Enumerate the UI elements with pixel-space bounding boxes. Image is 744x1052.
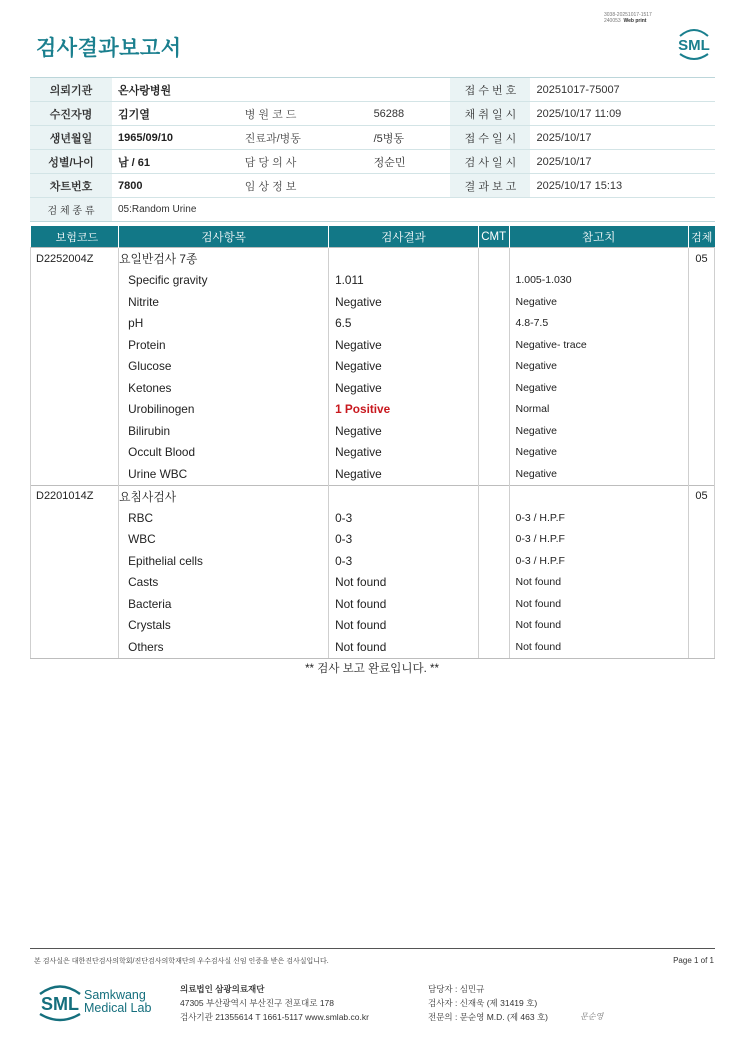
hospital-code-value: 56288: [368, 102, 451, 126]
specimen-cell-empty: [688, 334, 714, 356]
test-item: Nitrite: [119, 291, 329, 313]
test-result: 6.5: [329, 313, 479, 335]
specimen-cell-empty: [688, 313, 714, 335]
test-item: Ketones: [119, 377, 329, 399]
specimen-code: 05: [688, 248, 714, 270]
table-row: [31, 270, 715, 292]
test-result: Not found: [329, 615, 479, 637]
completion-note: ** 검사 보고 완료입니다. **: [305, 663, 439, 675]
reference-range: 0-3 / H.P.F: [509, 507, 688, 529]
test-result: Not found: [329, 636, 479, 658]
insurance-code: D2252004Z: [31, 248, 119, 270]
receipt-no-label: 접 수 번 호: [450, 78, 530, 102]
test-result: Negative: [329, 463, 479, 485]
insurance-code-empty: [31, 572, 119, 594]
insurance-code-empty: [31, 463, 119, 485]
patient-name-value: 김기열: [112, 102, 239, 126]
insurance-code-empty: [31, 550, 119, 572]
test-result: Negative: [329, 377, 479, 399]
test-item: RBC: [119, 507, 329, 529]
cmt-cell: [478, 334, 509, 356]
table-row: [31, 420, 715, 442]
cmt-cell: [478, 572, 509, 594]
patient-info-table: [30, 77, 715, 222]
table-row: [31, 593, 715, 615]
report-date-value: 2025/10/17 15:13: [530, 174, 715, 198]
lab-name: [84, 989, 151, 1015]
logo-bottom-text: SML: [41, 994, 79, 1014]
cmt-cell: [478, 529, 509, 551]
cmt-cell: [478, 615, 509, 637]
staff-specialist: 전문의 : 문순영 M.D. (제 463 호): [428, 1012, 549, 1022]
test-item: Specific gravity: [119, 270, 329, 292]
results-table: [30, 226, 715, 659]
insurance-code-empty: [31, 356, 119, 378]
insurance-code-empty: [31, 334, 119, 356]
birth-label: 생년월일: [30, 126, 112, 150]
test-item: Bacteria: [119, 593, 329, 615]
insurance-code-empty: [31, 636, 119, 658]
doctor-label: 담 당 의 사: [239, 150, 368, 174]
test-date-value: 2025/10/17: [530, 150, 715, 174]
test-item: Protein: [119, 334, 329, 356]
reference-range: Normal: [509, 399, 688, 421]
cmt-cell: [478, 593, 509, 615]
test-item: Bilirubin: [119, 420, 329, 442]
reference-range: Negative: [509, 463, 688, 485]
staff-info: [428, 982, 548, 1024]
insurance-code-empty: [31, 529, 119, 551]
report-title: 검사결과보고서: [36, 37, 182, 60]
reference-range: Negative: [509, 442, 688, 464]
collect-date-label: 채 취 일 시: [450, 102, 530, 126]
org-contact: 검사기관 21355614 T 1661-5117 www.smlab.co.kr: [180, 1012, 369, 1022]
specimen-cell-empty: [688, 636, 714, 658]
collect-date-value: 2025/10/17 11:09: [530, 102, 715, 126]
specimen-cell-empty: [688, 615, 714, 637]
insurance-code-empty: [31, 420, 119, 442]
reference-range: Negative: [509, 420, 688, 442]
cmt-cell: [478, 485, 509, 507]
test-item: Urine WBC: [119, 463, 329, 485]
insurance-code-empty: [31, 593, 119, 615]
info-row: [30, 198, 715, 222]
insurance-code-empty: [31, 615, 119, 637]
table-row: [31, 442, 715, 464]
reference-range: Negative: [509, 377, 688, 399]
test-result: 0-3: [329, 507, 479, 529]
request-org-value: 온사랑병원: [112, 78, 450, 102]
result-cell-empty: [329, 485, 479, 507]
staff-manager: 담당자 : 심민규: [428, 984, 485, 994]
test-item: Crystals: [119, 615, 329, 637]
test-result: 0-3: [329, 529, 479, 551]
reference-cell-empty: [509, 248, 688, 270]
cmt-cell: [478, 420, 509, 442]
info-row: [30, 78, 715, 102]
reference-range: Not found: [509, 615, 688, 637]
clinical-value: [368, 174, 451, 198]
test-result: Negative: [329, 442, 479, 464]
table-row: [31, 399, 715, 421]
table-row: [31, 377, 715, 399]
test-item: Casts: [119, 572, 329, 594]
insurance-code-empty: [31, 507, 119, 529]
dept-label: 진료과/병동: [239, 126, 368, 150]
table-row: [31, 636, 715, 658]
sml-logo-icon: [674, 26, 714, 62]
test-item: Glucose: [119, 356, 329, 378]
test-item: Epithelial cells: [119, 550, 329, 572]
specimen-cell-empty: [688, 529, 714, 551]
hospital-code-label: 병 원 코 드: [239, 102, 368, 126]
info-row: [30, 150, 715, 174]
cmt-cell: [478, 636, 509, 658]
results-body: [31, 248, 715, 659]
cmt-cell: [478, 550, 509, 572]
web-print-label: Web print: [623, 18, 647, 24]
test-group-row: [31, 485, 715, 507]
test-result: Not found: [329, 572, 479, 594]
certification-text: 본 검사실은 대한진단검사의학회/진단검사의학재단의 우수검사실 신임 인증을 받은 검사실입니다.: [34, 958, 329, 965]
insurance-code-empty: [31, 377, 119, 399]
patient-name-label: 수진자명: [30, 102, 112, 126]
header-test-result: 검사결과: [329, 226, 479, 248]
specimen-cell-empty: [688, 377, 714, 399]
abnormal-result: 1 Positive: [329, 399, 479, 421]
reference-range: 4.8-7.5: [509, 313, 688, 335]
cmt-cell: [478, 442, 509, 464]
table-row: [31, 313, 715, 335]
test-result: Negative: [329, 356, 479, 378]
test-result: Not found: [329, 593, 479, 615]
specimen-cell-empty: [688, 270, 714, 292]
receipt-date-label: 접 수 일 시: [450, 126, 530, 150]
info-row: [30, 102, 715, 126]
specimen-cell-empty: [688, 291, 714, 313]
footer-divider: [30, 948, 715, 949]
cmt-cell: [478, 313, 509, 335]
document-code: [604, 12, 652, 24]
test-item: Others: [119, 636, 329, 658]
dept-value: /5병동: [368, 126, 451, 150]
table-row: [31, 615, 715, 637]
results-header-row: [31, 226, 715, 248]
test-result: 1.011: [329, 270, 479, 292]
header-specimen: 검체: [688, 226, 714, 248]
reference-range: 0-3 / H.P.F: [509, 550, 688, 572]
table-row: [31, 572, 715, 594]
specimen-cell-empty: [688, 356, 714, 378]
report-date-label: 결 과 보 고: [450, 174, 530, 198]
cmt-cell: [478, 270, 509, 292]
table-row: [31, 550, 715, 572]
samkwang-logo-icon: [36, 980, 84, 1024]
doc-code-line2: 240053: [604, 18, 621, 24]
org-address: 47305 부산광역시 부산진구 전포대로 178: [180, 998, 335, 1008]
table-row: [31, 334, 715, 356]
logo-top-text: SML: [678, 37, 710, 54]
specimen-code: 05: [688, 485, 714, 507]
signature: 문순영: [580, 1012, 604, 1021]
reference-range: 1.005-1.030: [509, 270, 688, 292]
insurance-code-empty: [31, 399, 119, 421]
lab-name-line2: Medical Lab: [84, 1001, 152, 1015]
test-date-label: 검 사 일 시: [450, 150, 530, 174]
table-row: [31, 356, 715, 378]
test-group-row: [31, 248, 715, 270]
test-item: Occult Blood: [119, 442, 329, 464]
test-group-name: 요일반검사 7종: [119, 248, 329, 270]
result-cell-empty: [329, 248, 479, 270]
receipt-no-value: 20251017-75007: [530, 78, 715, 102]
table-row: [31, 529, 715, 551]
insurance-code-empty: [31, 291, 119, 313]
specimen-cell-empty: [688, 399, 714, 421]
test-item: WBC: [119, 529, 329, 551]
cmt-cell: [478, 356, 509, 378]
reference-range: Negative- trace: [509, 334, 688, 356]
reference-range: Not found: [509, 593, 688, 615]
cmt-cell: [478, 463, 509, 485]
chart-no-label: 차트번호: [30, 174, 112, 198]
table-row: [31, 507, 715, 529]
reference-range: Negative: [509, 291, 688, 313]
test-result: Negative: [329, 420, 479, 442]
reference-range: Negative: [509, 356, 688, 378]
header-test-item: 검사항목: [119, 226, 329, 248]
header-reference: 참고치: [509, 226, 688, 248]
test-result: Negative: [329, 334, 479, 356]
test-result: 0-3: [329, 550, 479, 572]
header-cmt: CMT: [478, 226, 509, 248]
table-row: [31, 291, 715, 313]
clinical-label: 임 상 정 보: [239, 174, 368, 198]
cmt-cell: [478, 291, 509, 313]
sex-age-value: 남 / 61: [112, 150, 239, 174]
lab-name-line1: Samkwang: [84, 988, 146, 1002]
reference-range: 0-3 / H.P.F: [509, 529, 688, 551]
header-insurance-code: 보험코드: [31, 226, 119, 248]
insurance-code-empty: [31, 313, 119, 335]
request-org-label: 의뢰기관: [30, 78, 112, 102]
insurance-code-empty: [31, 270, 119, 292]
org-name: 의료법인 삼광의료재단: [180, 984, 265, 994]
info-row: [30, 126, 715, 150]
doctor-value: 정순민: [368, 150, 451, 174]
specimen-cell-empty: [688, 572, 714, 594]
test-item: Urobilinogen: [119, 399, 329, 421]
reference-cell-empty: [509, 485, 688, 507]
receipt-date-value: 2025/10/17: [530, 126, 715, 150]
chart-no-value: 7800: [112, 174, 239, 198]
specimen-cell-empty: [688, 463, 714, 485]
staff-tester: 검사자 : 신재욱 (제 31419 호): [428, 998, 538, 1008]
test-group-name: 요침사검사: [119, 485, 329, 507]
specimen-label: 검 체 종 류: [30, 198, 112, 222]
org-info: [180, 982, 369, 1024]
table-row: [31, 463, 715, 485]
specimen-cell-empty: [688, 593, 714, 615]
sex-age-label: 성별/나이: [30, 150, 112, 174]
page-number: Page 1 of 1: [673, 956, 714, 965]
insurance-code-empty: [31, 442, 119, 464]
specimen-cell-empty: [688, 420, 714, 442]
cmt-cell: [478, 248, 509, 270]
cmt-cell: [478, 507, 509, 529]
specimen-value: 05:Random Urine: [112, 198, 715, 222]
cmt-cell: [478, 399, 509, 421]
insurance-code: D2201014Z: [31, 485, 119, 507]
test-result: Negative: [329, 291, 479, 313]
info-row: [30, 174, 715, 198]
test-item: pH: [119, 313, 329, 335]
reference-range: Not found: [509, 636, 688, 658]
specimen-cell-empty: [688, 550, 714, 572]
birth-value: 1965/09/10: [112, 126, 239, 150]
reference-range: Not found: [509, 572, 688, 594]
doc-code-line1: 3038-20251017-1517: [604, 12, 652, 18]
cmt-cell: [478, 377, 509, 399]
specimen-cell-empty: [688, 507, 714, 529]
specimen-cell-empty: [688, 442, 714, 464]
